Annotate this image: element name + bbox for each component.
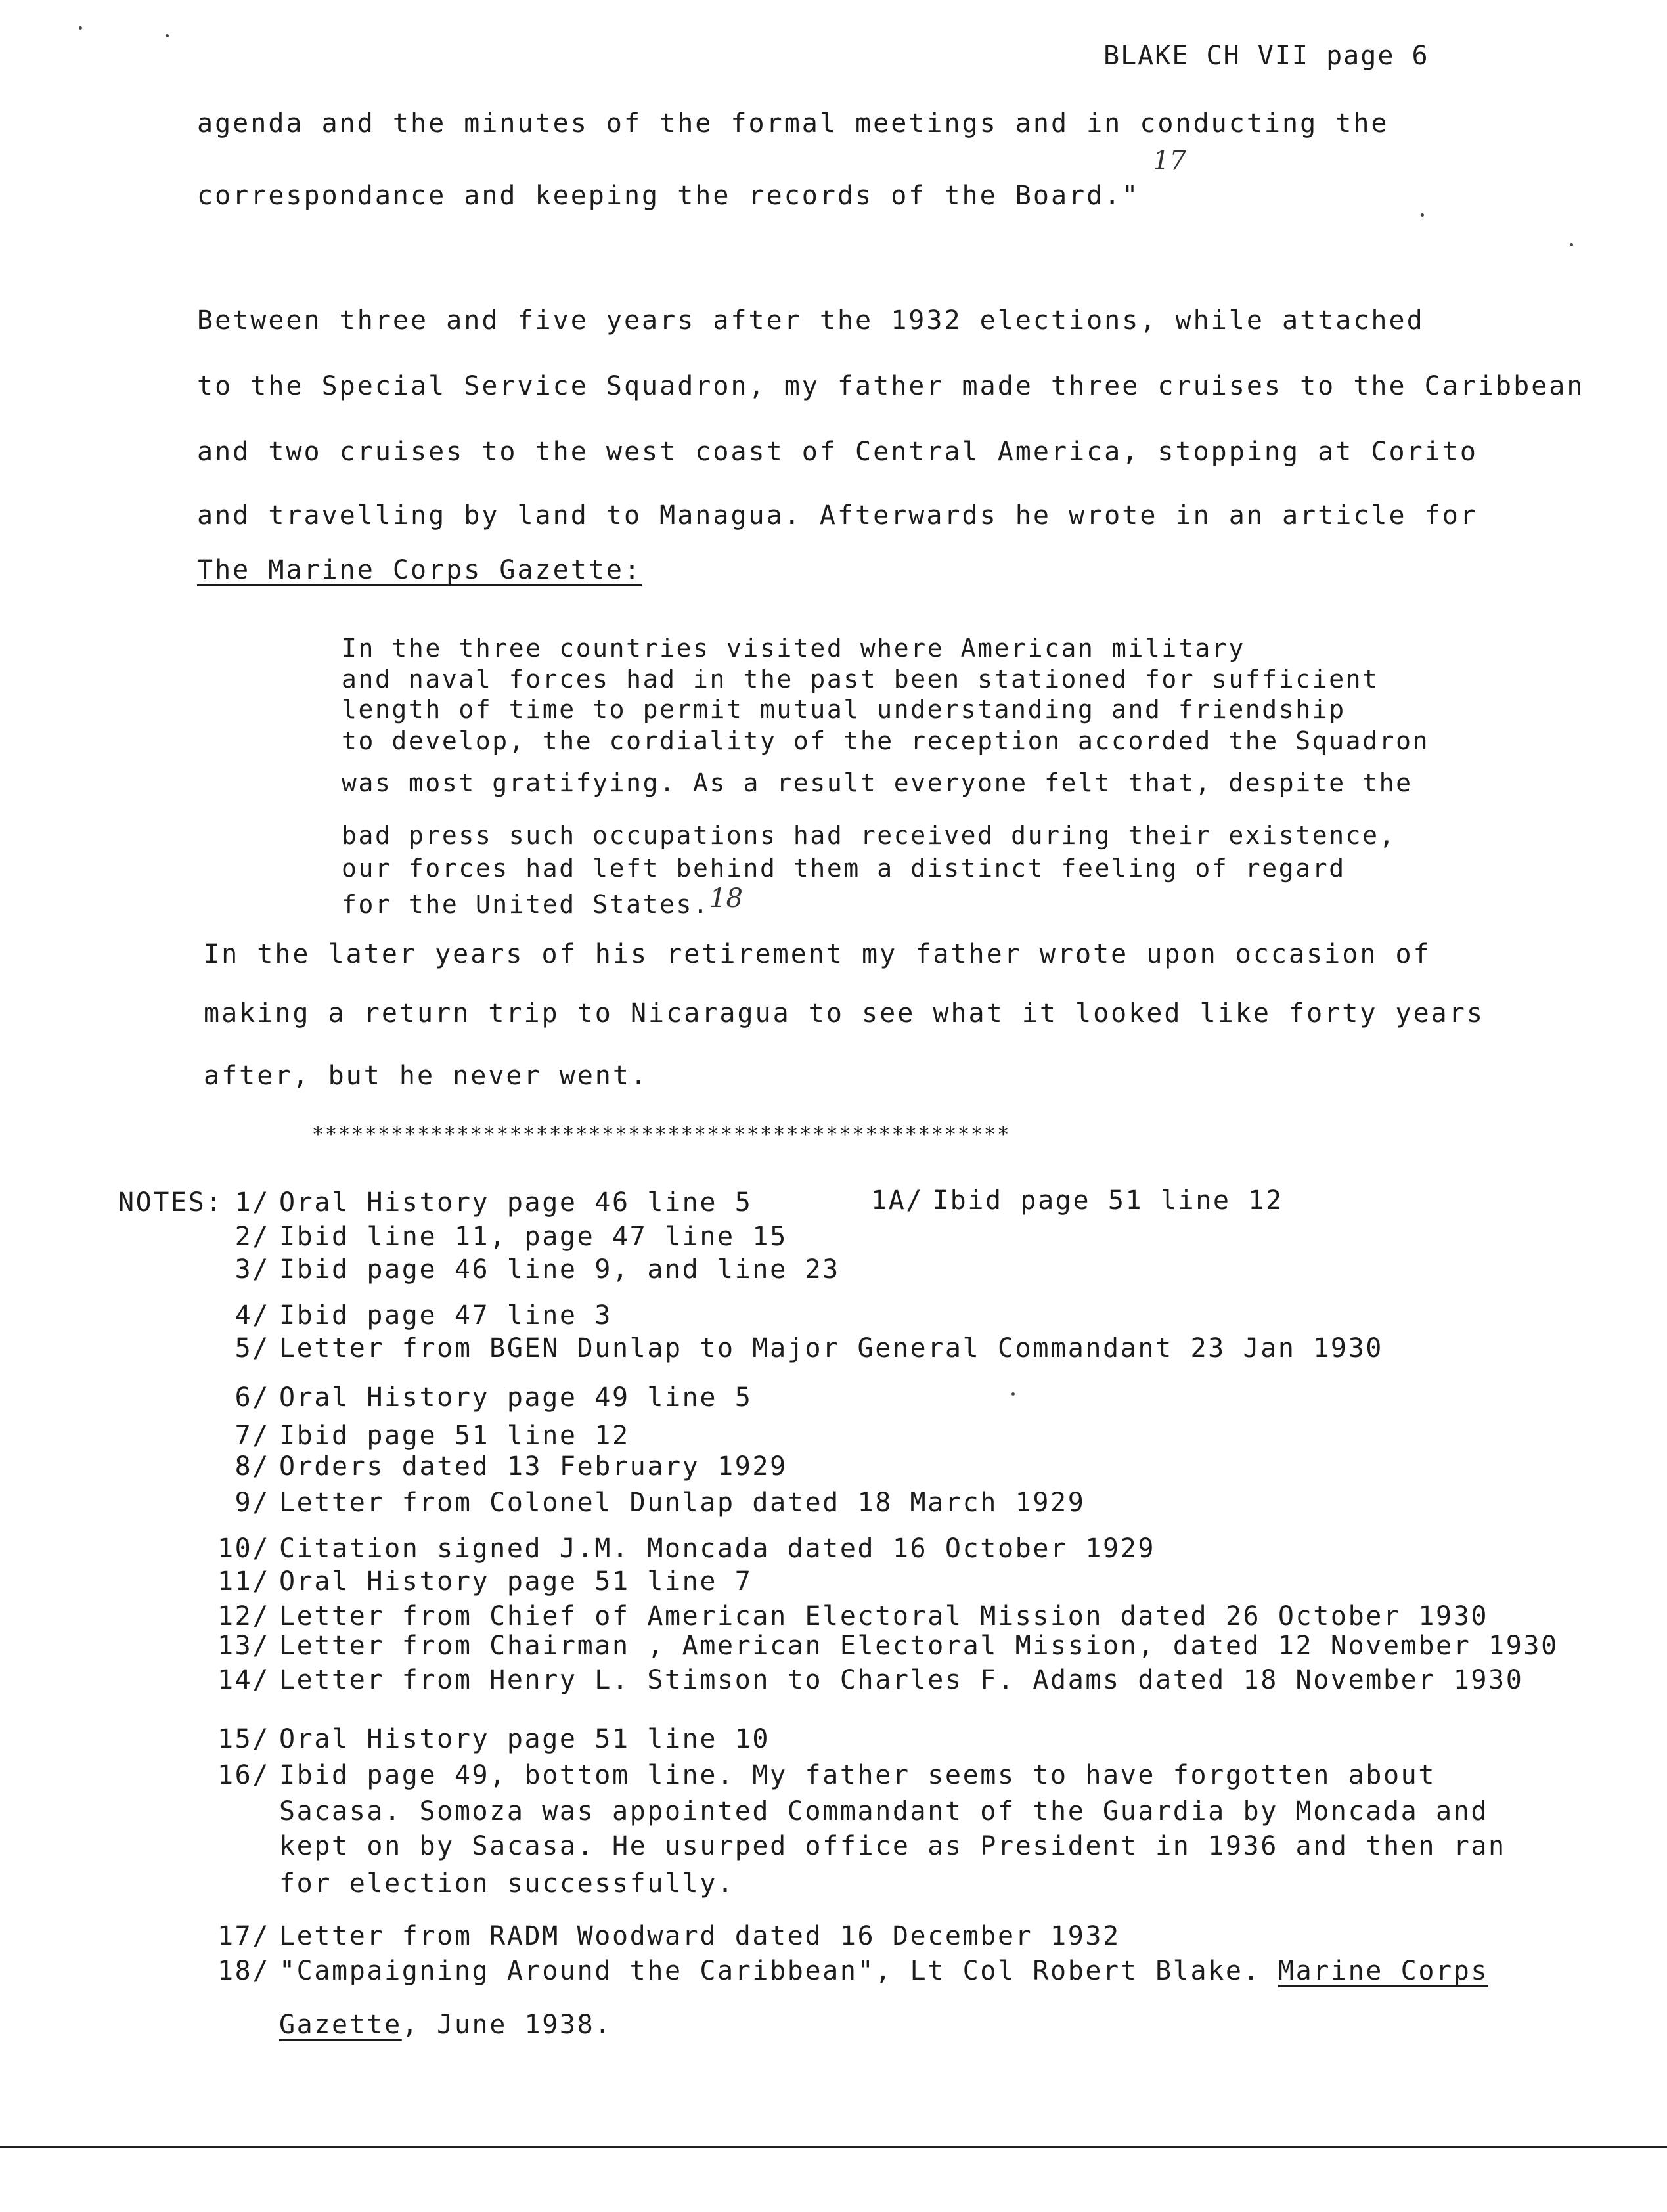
scan-speck	[166, 34, 169, 37]
note-16: 16/ Ibid page 49, bottom line. My father seems to have forgotten about	[217, 1760, 1436, 1790]
publication-title: The Marine Corps Gazette:	[197, 555, 642, 585]
note-1a: 1A/ Ibid page 51 line 12	[870, 1185, 1283, 1216]
note-2: 2/ Ibid line 11, page 47 line 15	[234, 1222, 788, 1252]
note-number: 1/	[234, 1187, 270, 1218]
body-line-2: to the Special Service Squadron, my father made three cruises to the Caribbean	[197, 371, 1585, 401]
quote-line-4: to develop, the cordiality of the reception accorded the Squadron	[342, 726, 1430, 755]
note-15: 15/ Oral History page 51 line 10	[217, 1724, 770, 1754]
note-18-publication: Marine Corps	[1278, 1956, 1489, 1986]
note-number: 4/	[234, 1300, 270, 1331]
note-number: 8/	[234, 1451, 270, 1482]
note-12: 12/ Letter from Chief of American Electoral Mission dated 26 October 1930	[217, 1601, 1489, 1631]
note-4: 4/ Ibid page 47 line 3	[234, 1300, 612, 1331]
scan-speck	[1421, 213, 1424, 217]
quote-line-7: our forces had left behind them a distinct feeling of regard	[342, 854, 1346, 883]
note-number: 10/	[217, 1534, 270, 1564]
quote-line-5: was most gratifying. As a result everyone felt that, despite the	[342, 768, 1413, 797]
note-number: 16/	[217, 1760, 270, 1790]
notes-label: NOTES:	[118, 1187, 224, 1218]
opening-line-1: agenda and the minutes of the formal meetings and in conducting the	[197, 108, 1389, 139]
closing-line-2: making a return trip to Nicaragua to see what it looked like forty years	[204, 998, 1484, 1029]
quote-line-2: and naval forces had in the past been stationed for sufficient	[342, 665, 1379, 694]
note-18: 18/ "Campaigning Around the Caribbean", Lt Col Robert Blake. Marine Corps	[217, 1956, 1489, 1986]
note-number: 1A/	[870, 1185, 923, 1216]
note-number: 7/	[234, 1421, 270, 1451]
page-header: BLAKE CH VII page 6	[1103, 41, 1429, 71]
note-number: 12/	[217, 1601, 270, 1631]
bottom-rule	[0, 2146, 1667, 2148]
closing-line-1: In the later years of his retirement my father wrote upon occasion of	[204, 939, 1431, 969]
note-number: 9/	[234, 1488, 270, 1518]
quote-line-1: In the three countries visited where American military	[342, 634, 1245, 663]
note-9: 9/ Letter from Colonel Dunlap dated 18 March 1929	[234, 1488, 1086, 1518]
note-number: 5/	[234, 1333, 270, 1363]
body-line-1: Between three and five years after the 1932 elections, while attached	[197, 305, 1425, 336]
section-divider: *****************************************************	[312, 1123, 1011, 1146]
note-number: 14/	[217, 1665, 270, 1695]
note-number: 6/	[234, 1382, 270, 1413]
body-line-4: and travelling by land to Managua. Afterwards he wrote in an article for	[197, 500, 1478, 531]
note-8: 8/ Orders dated 13 February 1929	[234, 1451, 788, 1482]
note-3: 3/ Ibid page 46 line 9, and line 23	[234, 1254, 840, 1285]
note-number: 11/	[217, 1566, 270, 1597]
closing-line-3: after, but he never went.	[204, 1061, 649, 1091]
scan-speck	[79, 26, 82, 30]
note-number: 2/	[234, 1222, 270, 1252]
note-1: 1/ Oral History page 46 line 5	[234, 1187, 753, 1218]
note-6: 6/ Oral History page 49 line 5	[234, 1382, 753, 1413]
note-5: 5/ Letter from BGEN Dunlap to Major General Commandant 23 Jan 1930	[234, 1333, 1383, 1363]
quote-line-8: for the United States.	[342, 890, 710, 919]
note-number: 15/	[217, 1724, 270, 1754]
note-14: 14/ Letter from Henry L. Stimson to Charles F. Adams dated 18 November 1930	[217, 1665, 1524, 1695]
footnote-marker-17: 17	[1153, 146, 1186, 176]
note-13: 13/ Letter from Chairman , American Electoral Mission, dated 12 November 1930	[217, 1631, 1559, 1661]
note-number: 3/	[234, 1254, 270, 1285]
note-7: 7/ Ibid page 51 line 12	[234, 1421, 630, 1451]
scan-speck	[1011, 1392, 1015, 1396]
note-number: 17/	[217, 1921, 270, 1951]
opening-line-2: correspondance and keeping the records of the Board."	[197, 181, 1140, 211]
footnote-marker-18: 18	[709, 883, 743, 914]
note-16-line-2: Sacasa. Somoza was appointed Commandant of the Guardia by Moncada and	[279, 1796, 1489, 1826]
note-10: 10/ Citation signed J.M. Moncada dated 16 October 1929	[217, 1534, 1156, 1564]
note-11: 11/ Oral History page 51 line 7	[217, 1566, 753, 1597]
note-16-line-4: for election successfully.	[279, 1869, 735, 1899]
note-18-line-2: Gazette, June 1938.	[279, 2010, 612, 2040]
note-16-line-3: kept on by Sacasa. He usurped office as President in 1936 and then ran	[279, 1831, 1506, 1861]
note-17: 17/ Letter from RADM Woodward dated 16 December 1932	[217, 1921, 1121, 1951]
body-line-3: and two cruises to the west coast of Central America, stopping at Corito	[197, 437, 1478, 467]
scan-speck	[1570, 243, 1573, 246]
note-number: 18/	[217, 1956, 270, 1986]
quote-line-6: bad press such occupations had received during their existence,	[342, 821, 1396, 850]
note-number: 13/	[217, 1631, 270, 1661]
quote-line-3: length of time to permit mutual understanding and friendship	[342, 695, 1346, 724]
